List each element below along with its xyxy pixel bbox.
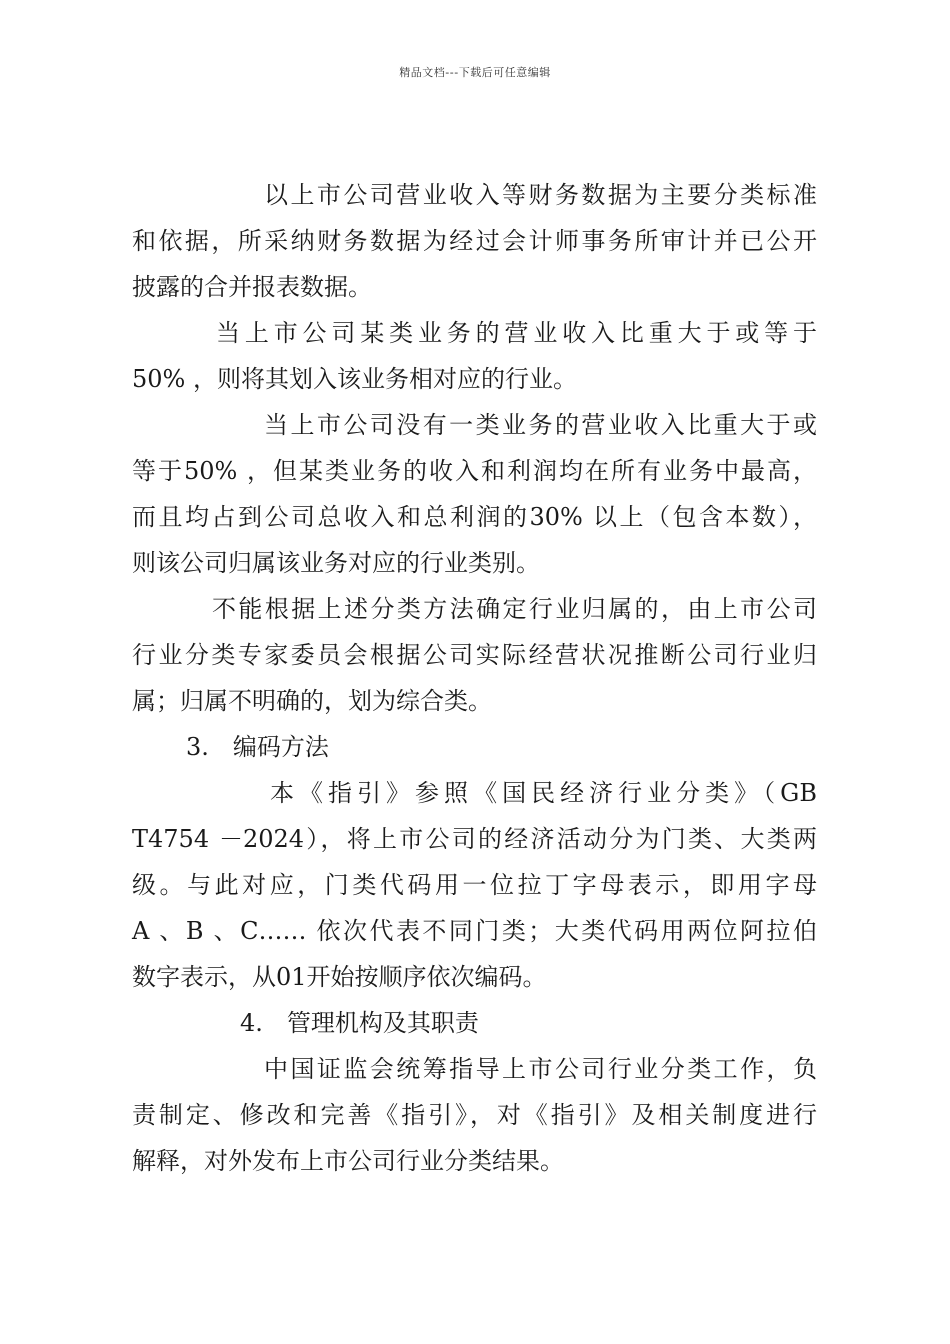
text-line: A 、B 、C…… 依次代表不同门类；大类代码用两位阿拉伯 bbox=[132, 917, 817, 945]
text-line: 属；归属不明确的，划为综合类。 bbox=[132, 687, 492, 715]
text-line: 和依据，所采纳财务数据为经过会计师事务所审计并已公开 bbox=[132, 227, 817, 255]
text-line: 4. 管理机构及其职责 bbox=[240, 1009, 479, 1037]
text-line: 等于50% ，但某类业务的收入和利润均在所有业务中最高， bbox=[132, 457, 817, 485]
text-line: 级。与此对应，门类代码用一位拉丁字母表示，即用字母 bbox=[132, 871, 817, 899]
text-line: 责制定、修改和完善《指引》，对《指引》及相关制度进行 bbox=[132, 1101, 817, 1129]
text-line: 本《指引》参照《国民经济行业分类》（GB bbox=[270, 779, 817, 807]
text-line: 中国证监会统筹指导上市公司行业分类工作，负 bbox=[264, 1055, 817, 1083]
text-line: 当上市公司某类业务的营业收入比重大于或等于 bbox=[216, 319, 817, 347]
page-header: 精品文档---下载后可任意编辑 bbox=[399, 66, 551, 79]
text-line: 而且均占到公司总收入和总利润的30% 以上（包含本数）， bbox=[132, 503, 817, 531]
document-body bbox=[132, 172, 817, 1184]
text-line: T4754 －2024），将上市公司的经济活动分为门类、大类两 bbox=[132, 825, 817, 853]
text-line: 行业分类专家委员会根据公司实际经营状况推断公司行业归 bbox=[132, 641, 817, 669]
text-line: 当上市公司没有一类业务的营业收入比重大于或 bbox=[264, 411, 817, 439]
text-line: 披露的合并报表数据。 bbox=[132, 273, 372, 301]
text-line: 则该公司归属该业务对应的行业类别。 bbox=[132, 549, 540, 577]
text-line: 以上市公司营业收入等财务数据为主要分类标准 bbox=[264, 181, 817, 209]
text-line: 解释，对外发布上市公司行业分类结果。 bbox=[132, 1147, 564, 1175]
text-line: 数字表示，从01开始按顺序依次编码。 bbox=[132, 963, 547, 991]
text-line: 50% ，则将其划入该业务相对应的行业。 bbox=[132, 365, 577, 393]
text-line: 不能根据上述分类方法确定行业归属的，由上市公司 bbox=[212, 595, 817, 623]
text-line: 3. 编码方法 bbox=[186, 733, 329, 761]
